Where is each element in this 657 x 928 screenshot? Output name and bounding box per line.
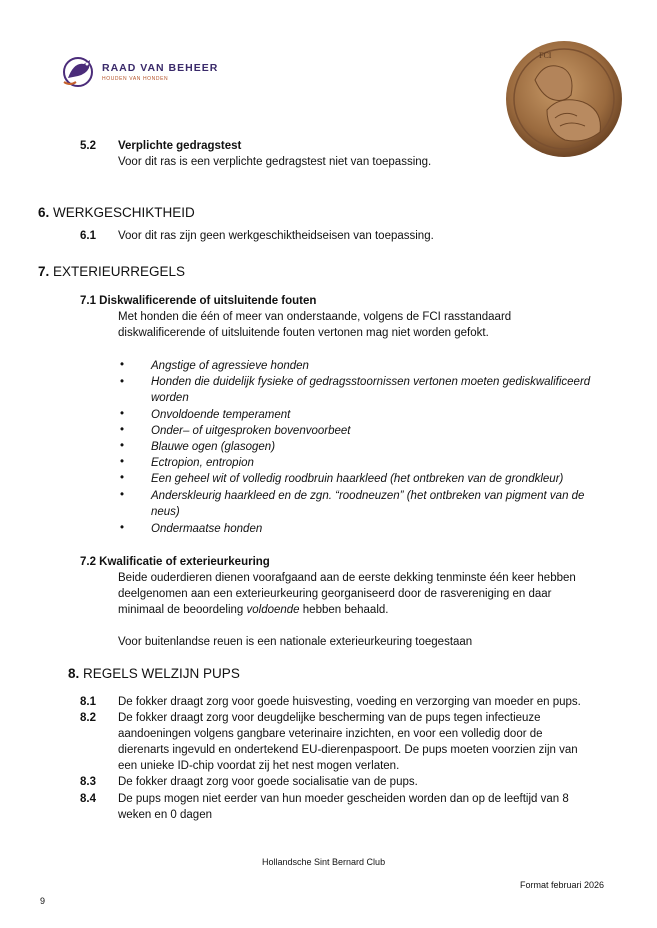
section-5-2-title: Verplichte gedragstest bbox=[118, 140, 242, 152]
section-8-2-line: een unieke ID-chip voordat zij het nest mogen verlaten. bbox=[118, 760, 400, 772]
bullet-dot: • bbox=[120, 489, 125, 501]
bullet-item: Een geheel wit of volledig roodbruin haarkleed (het ontbreken van de grondkleur) bbox=[151, 473, 564, 485]
bullet-dot: • bbox=[120, 408, 125, 420]
logo-subtitle: HOUDEN VAN HONDEN bbox=[102, 76, 169, 82]
bullet-item: Honden die duidelijk fysieke of gedragsstoornissen vertonen moeten gediskwalificeerd bbox=[151, 376, 591, 388]
section-6-1-number: 6.1 bbox=[80, 230, 96, 242]
bullet-item-continued: neus) bbox=[151, 506, 180, 518]
section-7-1-line: diskwalificerende of uitsluitende fouten vertonen mag niet worden gefokt. bbox=[118, 327, 489, 339]
section-8-3-number: 8.3 bbox=[80, 776, 96, 788]
footer-club-name: Hollandsche Sint Bernard Club bbox=[262, 857, 386, 867]
bullet-item: Onvoldoende temperament bbox=[151, 409, 291, 421]
bullet-item: Ondermaatse honden bbox=[151, 523, 263, 535]
bullet-item: Ectropion, entropion bbox=[151, 457, 254, 469]
section-7-2-extra: Voor buitenlandse reuen is een nationale exterieurkeuring toegestaan bbox=[118, 636, 473, 648]
fci-medal-image bbox=[505, 40, 623, 158]
section-5-2-text: Voor dit ras is een verplichte gedragstest niet van toepassing. bbox=[118, 156, 432, 168]
bullet-dot: • bbox=[120, 440, 125, 452]
section-8-3-text: De fokker draagt zorg voor goede socialisatie van de pups. bbox=[118, 776, 418, 788]
section-7-2-line3-pre: minimaal de beoordeling bbox=[118, 604, 247, 616]
section-8-4-line: weken en 0 dagen bbox=[118, 809, 212, 821]
section-6-heading bbox=[38, 205, 195, 220]
section-7-2-line3-italic: voldoende bbox=[246, 604, 300, 616]
section-8-number: 8. bbox=[68, 666, 80, 681]
page-number: 9 bbox=[40, 896, 46, 906]
section-8-4-line: De pups mogen niet eerder van hun moeder gescheiden worden dan op de leeftijd van 8 bbox=[118, 793, 569, 805]
raad-van-beheer-logo bbox=[60, 50, 230, 92]
section-7-2-line bbox=[118, 602, 388, 618]
bullet-dot: • bbox=[120, 472, 125, 484]
section-7-number: 7. bbox=[38, 264, 50, 279]
section-8-1-text: De fokker draagt zorg voor goede huisvesting, voeding en verzorging van moeder en pups. bbox=[118, 696, 581, 708]
section-8-2-line: De fokker draagt zorg voor deugdelijke bescherming van de pups tegen infectieuze bbox=[118, 712, 541, 724]
section-7-heading bbox=[38, 264, 185, 279]
section-7-2-title: 7.2 Kwalificatie of exterieurkeuring bbox=[80, 556, 270, 568]
section-5-2-number: 5.2 bbox=[80, 140, 96, 152]
bullet-item: Onder– of uitgesproken bovenvoorbeet bbox=[151, 425, 351, 437]
logo-title: RAAD VAN BEHEER bbox=[102, 62, 219, 74]
section-8-title: REGELS WELZIJN PUPS bbox=[83, 666, 240, 681]
section-8-2-number: 8.2 bbox=[80, 712, 96, 724]
section-8-4-number: 8.4 bbox=[80, 793, 96, 805]
bullet-dot: • bbox=[120, 522, 125, 534]
section-6-title: WERKGESCHIKTHEID bbox=[53, 205, 195, 220]
section-7-title: EXTERIEURREGELS bbox=[53, 264, 186, 279]
bullet-dot: • bbox=[120, 376, 125, 388]
section-8-heading bbox=[68, 666, 240, 681]
bullet-dot: • bbox=[120, 456, 125, 468]
bullet-item: Blauwe ogen (glasogen) bbox=[151, 441, 276, 453]
section-7-2-line: deelgenomen aan een exterieurkeuring georganiseerd door de rasvereniging en daar bbox=[118, 588, 552, 600]
section-7-1-title: 7.1 Diskwalificerende of uitsluitende fouten bbox=[80, 295, 317, 307]
section-8-2-line: dierenarts ingevuld en ondertekend EU-dierenpaspoort. De pups moeten voorzien zijn van bbox=[118, 744, 578, 756]
bullet-item: Anderskleurig haarkleed en de zgn. “roodneuzen” (het ontbreken van pigment van de bbox=[151, 490, 585, 502]
section-8-2-line: aandoeningen volgens gangbare veterinaire inzichten, en voor een volledig door de bbox=[118, 728, 543, 740]
section-8-1-number: 8.1 bbox=[80, 696, 96, 708]
section-6-1-text: Voor dit ras zijn geen werkgeschiktheidseisen van toepassing. bbox=[118, 230, 434, 242]
bullet-dot: • bbox=[120, 359, 125, 371]
medal-text: FCI bbox=[539, 51, 552, 60]
footer-format-date: Format februari 2026 bbox=[520, 880, 605, 890]
section-7-2-line3-post: hebben behaald. bbox=[299, 604, 389, 616]
bullet-item-continued: worden bbox=[151, 392, 189, 404]
section-7-2-line: Beide ouderdieren dienen voorafgaand aan de eerste dekking tenminste één keer hebben bbox=[118, 572, 576, 584]
bullet-item: Angstige of agressieve honden bbox=[151, 360, 309, 372]
section-7-1-line: Met honden die één of meer van onderstaande, volgens de FCI rasstandaard bbox=[118, 311, 512, 323]
bullet-dot: • bbox=[120, 424, 125, 436]
dog-logo-icon bbox=[60, 52, 100, 92]
section-6-number: 6. bbox=[38, 205, 50, 220]
